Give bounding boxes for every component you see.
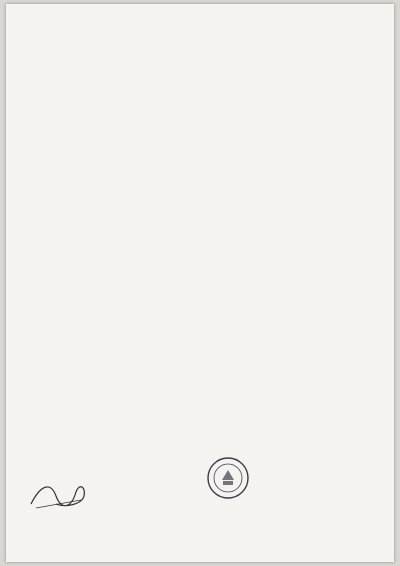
- seal-stamp-icon: [206, 456, 250, 500]
- document-page: [6, 4, 394, 562]
- defendants-table: [14, 8, 386, 418]
- signature-icon: [26, 474, 96, 514]
